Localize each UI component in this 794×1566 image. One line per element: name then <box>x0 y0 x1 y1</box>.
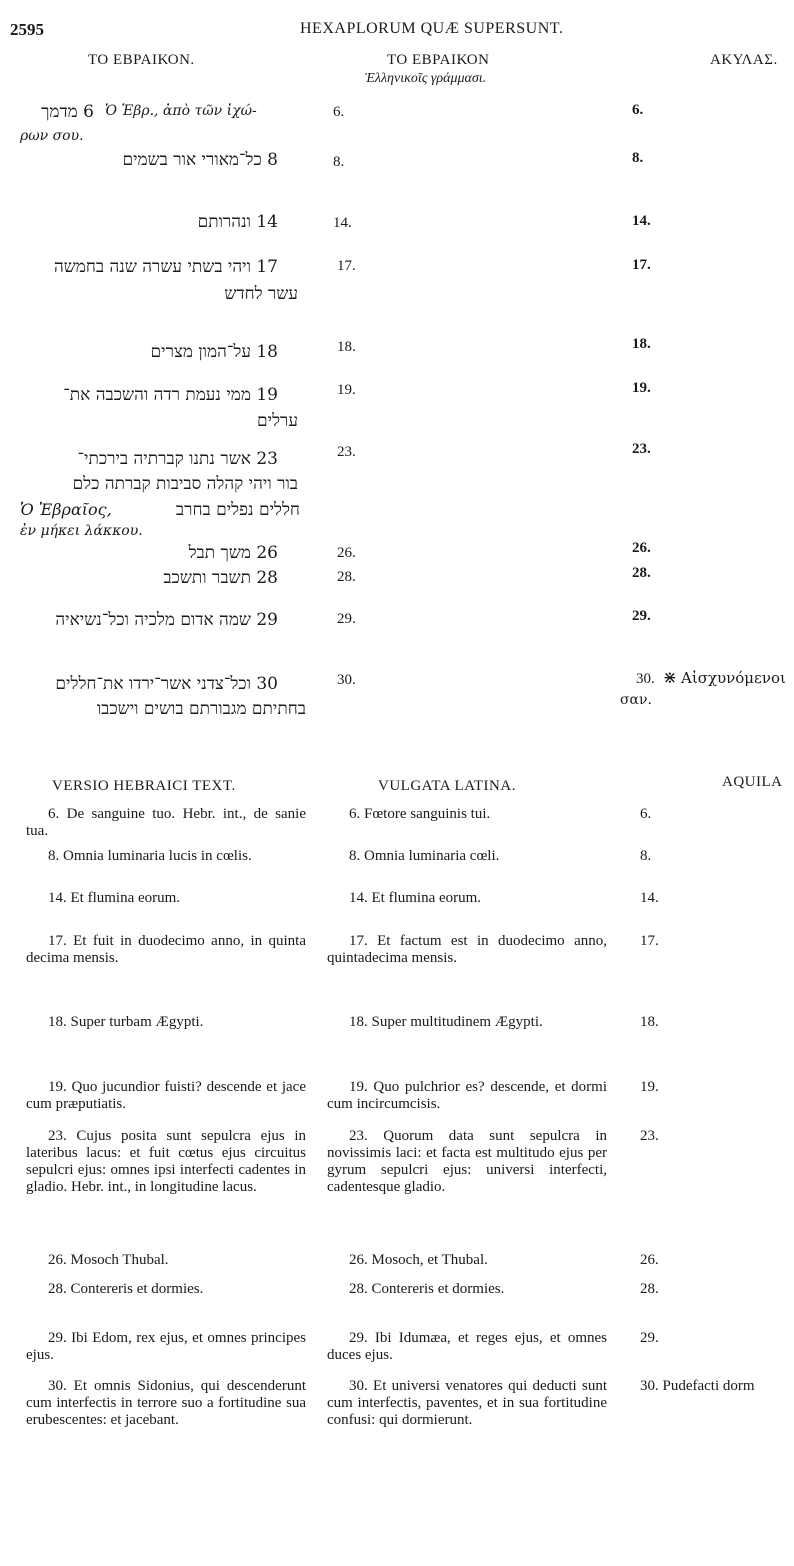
greek-note-continued: ἐν μήκει λάκκου. <box>20 523 143 539</box>
versio-verse: 19. Quo jucundior fuisti? descende et jace cum præputiatis. <box>26 1079 306 1112</box>
aquila-greek-continued: σαν. <box>620 692 652 708</box>
aquila-latin-verse: 28. <box>640 1281 659 1297</box>
hebrew-verse: 17 ויהי בשתי עשרה שנה בחמשה <box>53 257 278 277</box>
hebrew-verse-continued: עשר לחדש <box>224 284 298 304</box>
translit-verse-number: 23. <box>337 444 356 460</box>
hebrew-verse: 29 שמה אדום מלכיה וכל־נשיאיה <box>55 610 278 630</box>
translit-column-title: ΤΟ ΕΒΡΑΙΚΟΝ <box>387 52 490 68</box>
vulgata-verse: 23. Quorum data sunt sepulcra in novissimis laci: et facta est multitudo ejus per gyrum sepulcri ejus: universi interfecti, cadentesque gladio. <box>327 1128 607 1195</box>
aquila-latin-verse: 29. <box>640 1330 659 1346</box>
hebrew-verse: 8 כל־מאורי אור בשמים <box>122 150 278 170</box>
vulgata-verse: 29. Ibi Idumæa, et reges ejus, et omnes duces ejus. <box>327 1330 607 1363</box>
vulgata-verse: 28. Contereris et dormies. <box>349 1281 505 1297</box>
aquila-latin-verse: 26. <box>640 1252 659 1268</box>
aquila-verse-number: 18. <box>632 336 651 352</box>
aquila-latin-verse: 18. <box>640 1014 659 1030</box>
translit-verse-number: 29. <box>337 611 356 627</box>
translit-verse-number: 8. <box>333 154 345 170</box>
page-number: 2595 <box>10 20 44 39</box>
hebrew-verse-continued: בחתיתם מגבורתם בושים וישכבו <box>96 699 306 719</box>
greek-note-continued: ρων σου. <box>20 128 84 144</box>
hebrew-verse-continued: חללים נפלים בחרב <box>175 500 300 520</box>
hebrew-verse-continued: בור ויהי קהלה סביבות קברתה כלם <box>72 474 298 494</box>
versio-verse: 8. Omnia luminaria lucis in cœlis. <box>48 848 252 864</box>
aquila-latin-verse: 6. <box>640 806 652 822</box>
vulgata-verse: 14. Et flumina eorum. <box>349 890 482 906</box>
translit-verse-number: 30. <box>337 672 356 688</box>
greek-note: Ὁ Ἑβρ., ἀπὸ τῶν ἰχώ- <box>105 103 257 119</box>
versio-verse: 28. Contereris et dormies. <box>48 1281 204 1297</box>
versio-column-title: VERSIO HEBRAICI TEXT. <box>52 778 236 794</box>
translit-verse-number: 14. <box>333 215 352 231</box>
vulgata-verse: 19. Quo pulchrior es? descende, et dormi cum incircumcisis. <box>327 1079 607 1112</box>
aquila-verse-number: 29. <box>632 608 651 624</box>
versio-verse: 18. Super turbam Ægypti. <box>48 1014 204 1030</box>
versio-verse: 29. Ibi Edom, rex ejus, et omnes principes ejus. <box>26 1330 306 1363</box>
vulgata-verse: 6. Fœtore sanguinis tui. <box>349 806 491 822</box>
hebrew-verse: 23 אשר נתנו קברתיה בירכתי־ <box>77 449 278 469</box>
translit-verse-number: 28. <box>337 569 356 585</box>
aquila-verse-number: 26. <box>632 540 651 556</box>
translit-verse-number: 26. <box>337 545 356 561</box>
versio-verse: 23. Cujus posita sunt sepulcra ejus in lateribus lacus: et fuit cœtus ejus circuitus sepulcri ejus: omnes ipsi interfecti cadentes in gladio. Hebr. int., in longitudine lacus. <box>26 1128 306 1195</box>
aquila-latin-verse: 17. <box>640 933 659 949</box>
aquila-latin-verse: 19. <box>640 1079 659 1095</box>
aquila-verse-30 <box>636 668 794 688</box>
hebrew-column-title: ΤΟ ΕΒΡΑΙΚΟΝ. <box>88 52 195 68</box>
versio-verse: 14. Et flumina eorum. <box>48 890 181 906</box>
aquila-verse-number: 17. <box>632 257 651 273</box>
versio-verse: 6. De sanguine tuo. Hebr. int., de sanie tua. <box>26 806 306 839</box>
aquila-latin-verse: 30. Pudefacti dorm <box>640 1378 755 1394</box>
versio-verse: 26. Mosoch Thubal. <box>48 1252 169 1268</box>
aquila-verse-number: 28. <box>632 565 651 581</box>
aquila-verse-number: 14. <box>632 213 651 229</box>
vulgata-verse: 8. Omnia luminaria cœli. <box>349 848 500 864</box>
vulgata-verse: 18. Super multitudinem Ægypti. <box>349 1014 543 1030</box>
aquila-verse-number: 6. <box>632 102 644 118</box>
hebrew-verse: 30 וכל־צדני אשר־ירדו את־חללים <box>55 674 278 694</box>
aquila-latin-verse: 23. <box>640 1128 659 1144</box>
aquila-latin-verse: 8. <box>640 848 652 864</box>
running-title: HEXAPLORUM QUÆ SUPERSUNT. <box>300 20 564 37</box>
aquila-verse-number: 8. <box>632 150 644 166</box>
asterisk-icon: ⋇ <box>662 668 677 687</box>
translit-verse-number: 6. <box>333 104 345 120</box>
vulgata-verse: 26. Mosoch, et Thubal. <box>349 1252 488 1268</box>
vulgata-verse: 17. Et factum est in duodecimo anno, quintadecima mensis. <box>327 933 607 966</box>
aquila-verse-number: 19. <box>632 380 651 396</box>
hebrew-verse: 28 תשבר ותשכב <box>163 568 278 588</box>
aquila-latin-verse: 14. <box>640 890 659 906</box>
aquila-verse-number: 30. <box>636 671 655 687</box>
aquila-latin-column-title: AQUILA <box>722 774 783 790</box>
translit-verse-number: 18. <box>337 339 356 355</box>
aquila-greek-text: Αἰσχυνόμενοι <box>681 669 786 687</box>
hebrew-verse: 18 על־המון מצרים <box>150 342 278 362</box>
greek-note: Ὁ Ἑβραῖος, <box>20 500 112 519</box>
versio-verse: 30. Et omnis Sidonius, qui descenderunt cum interfectis in terrore suo a fortitudine sua erubescentes: et jacebant. <box>26 1378 306 1428</box>
versio-verse: 17. Et fuit in duodecimo anno, in quinta decima mensis. <box>26 933 306 966</box>
vulgata-column-title: VULGATA LATINA. <box>378 778 516 794</box>
translit-column-subtitle: Ἑλληνικοῖς γράμμασι. <box>365 71 487 86</box>
translit-verse-number: 19. <box>337 382 356 398</box>
translit-verse-number: 17. <box>337 258 356 274</box>
hebrew-verse: 14 ונהרותם <box>197 212 278 232</box>
aquila-verse-number: 23. <box>632 441 651 457</box>
hebrew-verse: 19 ממי נעמת רדה והשכבה את־ <box>63 385 278 405</box>
aquila-column-title: ΑΚΥΛΑΣ. <box>710 52 778 68</box>
vulgata-verse: 30. Et universi venatores qui deducti sunt cum interfectis, paventes, et in sua fortitudine confusi: qui dormierunt. <box>327 1378 607 1428</box>
hebrew-verse-continued: ערלים <box>257 411 298 431</box>
hebrew-verse: 26 משך תבל <box>188 543 278 563</box>
hebrew-verse: 6 מדמך <box>41 102 94 122</box>
